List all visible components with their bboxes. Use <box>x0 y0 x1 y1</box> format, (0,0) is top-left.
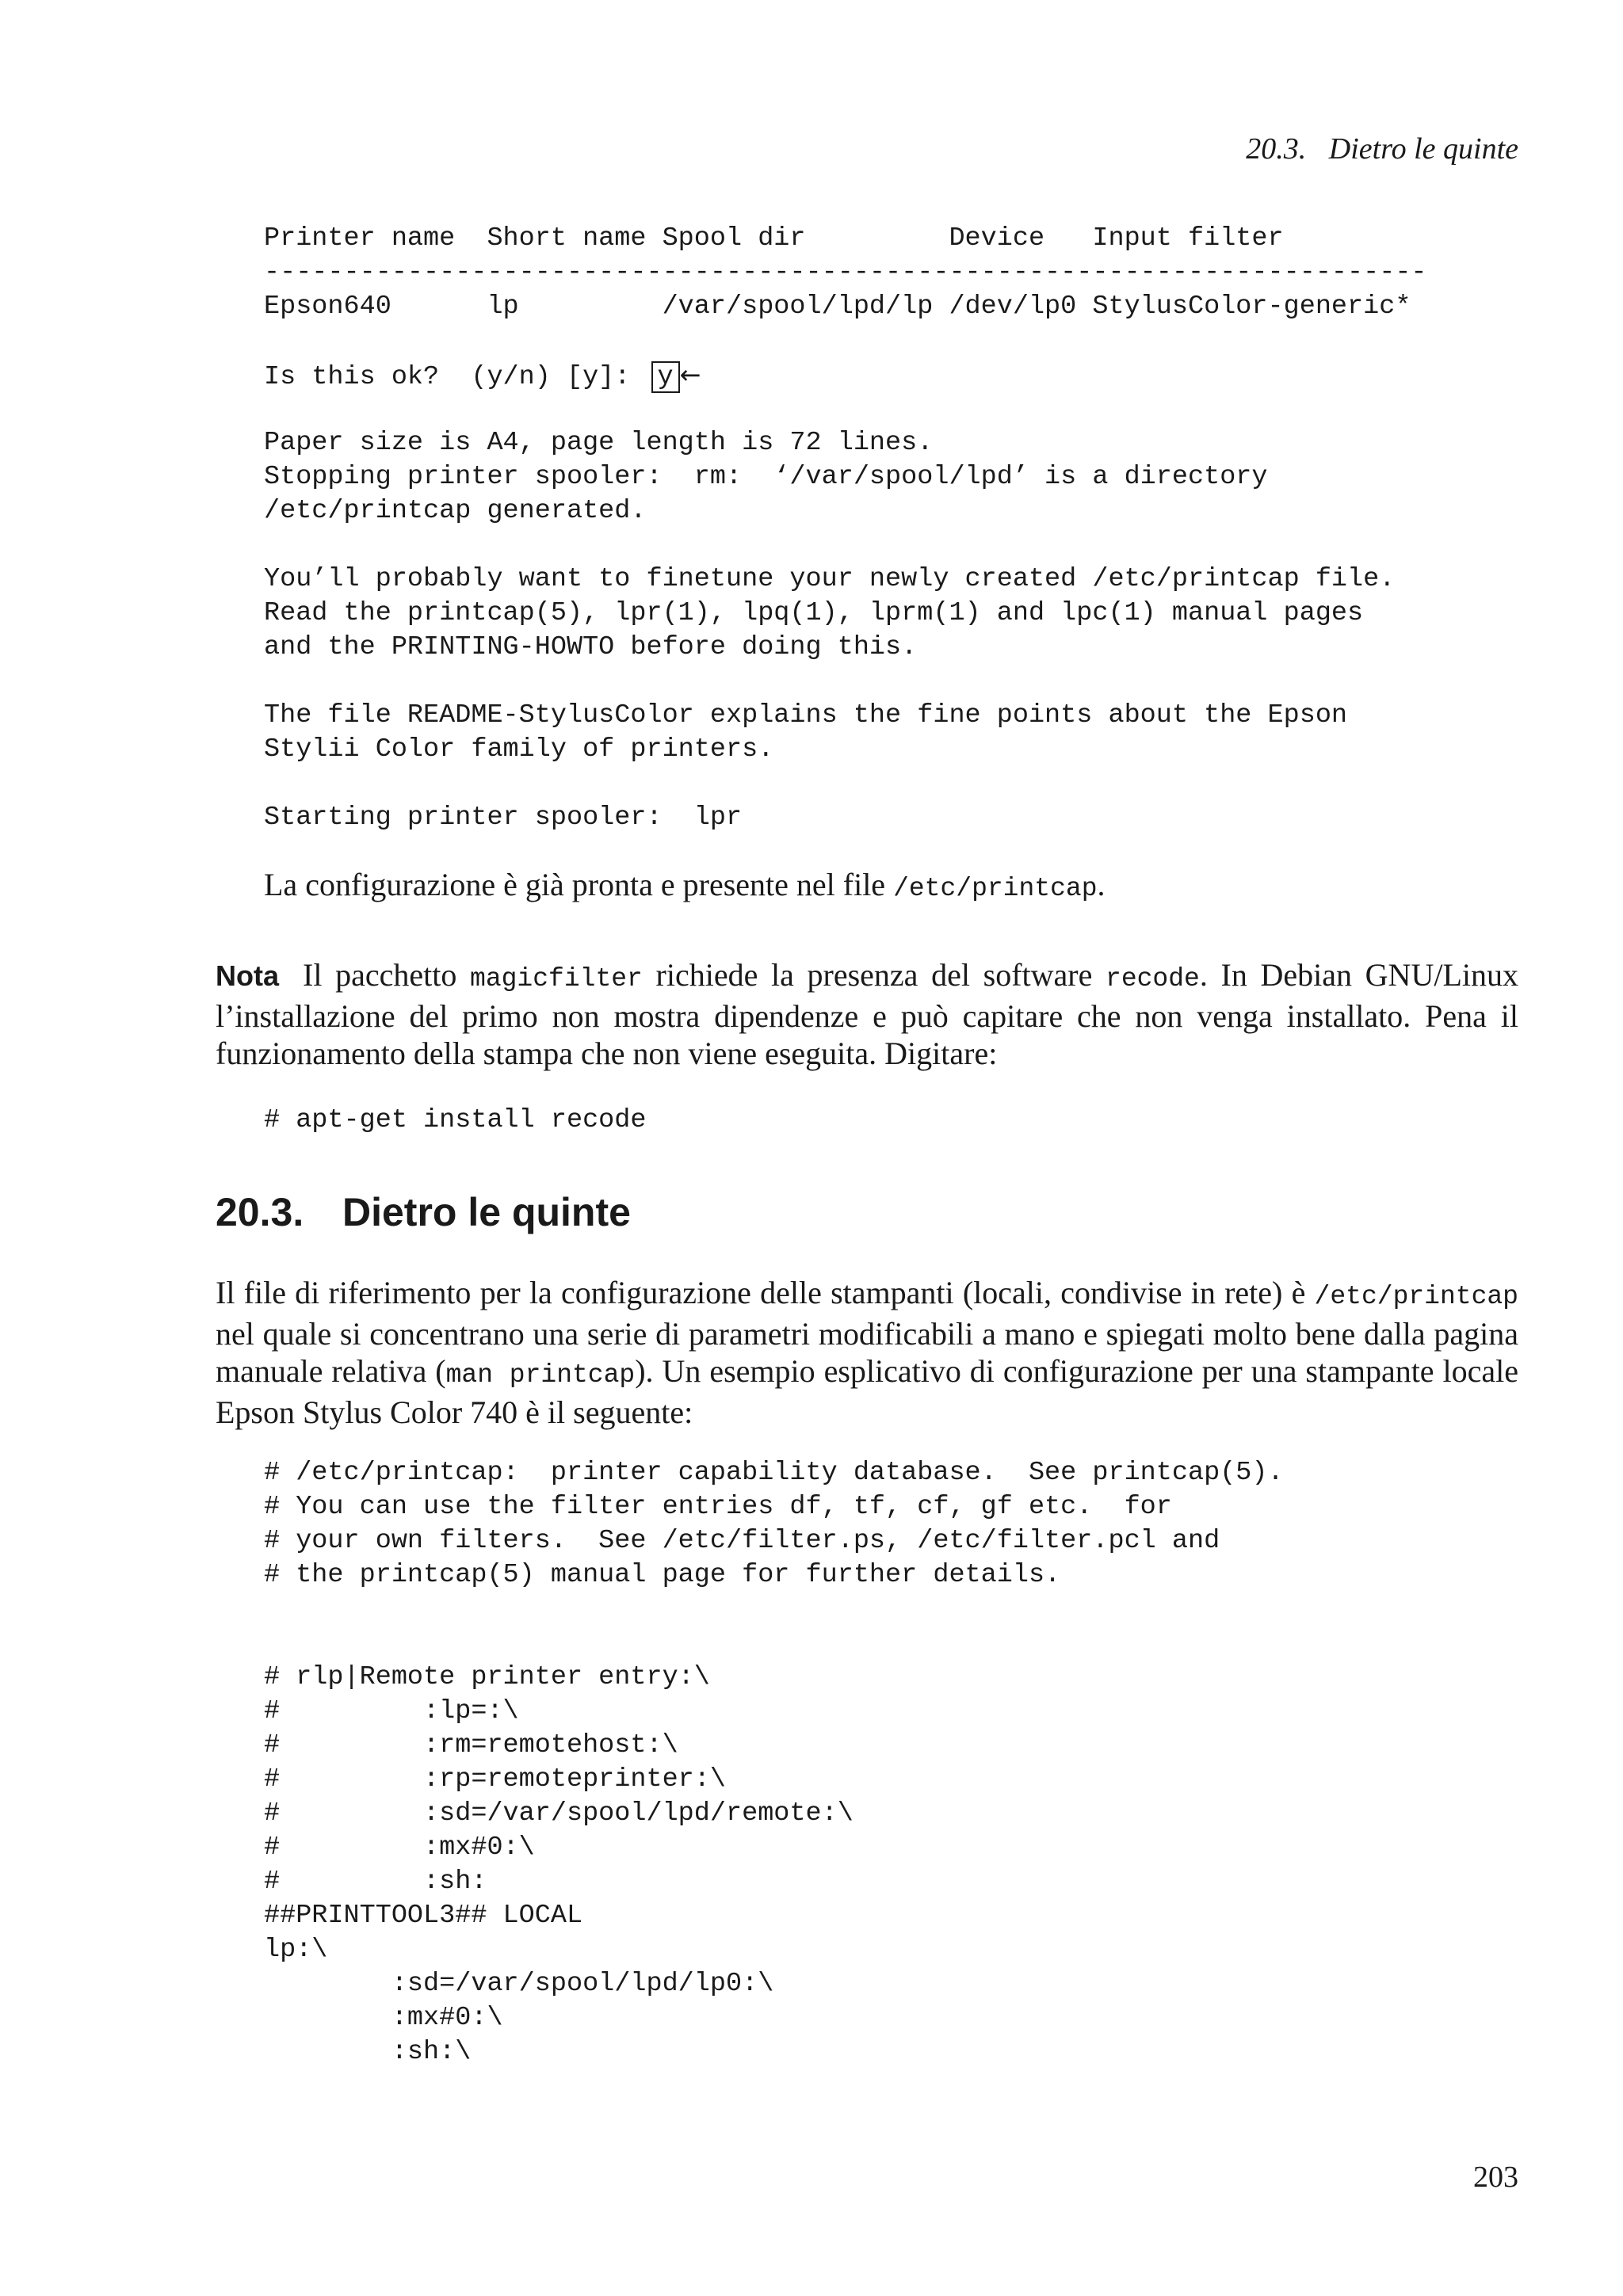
note-paragraph: Nota Il pacchetto magicfilter richiede la presenza del software recode. In Debian GNU/Linux l’installazione del primo non mostra dipendenze e può capitare che non venga installato. Pena il funzionamento della stampa che non viene eseguita. Digitare: <box>216 957 1518 1071</box>
code-line: You’ll probably want to finetune your newly created /etc/printcap file. <box>264 564 1396 594</box>
section-heading <box>216 1188 631 1236</box>
note-label: Nota <box>216 959 279 992</box>
output-block-starting <box>264 801 742 835</box>
printcap-entry-line: :sd=/var/spool/lpd/lp0:\ <box>264 1969 774 1999</box>
section-number: 20.3. <box>216 1190 304 1234</box>
printer-table-rule: ------------------------------------------------------------------------- <box>264 257 1427 288</box>
code-line: and the PRINTING-HOWTO before doing this. <box>264 632 918 662</box>
printcap-entry-line: # :mx#0:\ <box>264 1833 535 1863</box>
man-printcap-command: man printcap <box>445 1360 636 1390</box>
printcap-comment-line: # the printcap(5) manual page for further details. <box>264 1560 1061 1590</box>
left-arrow-icon: ← <box>679 360 701 390</box>
printcap-entry-line: # rlp|Remote printer entry:\ <box>264 1662 710 1692</box>
printcap-entry-line: :sh:\ <box>264 2037 472 2067</box>
printer-table-block <box>264 222 1427 392</box>
printcap-entry-line: # :sh: <box>264 1867 487 1897</box>
printcap-entry-line: ##PRINTTOOL3## LOCAL <box>264 1901 583 1931</box>
package-name-magicfilter: magicfilter <box>470 964 643 994</box>
code-line: Paper size is A4, page length is 72 lines. <box>264 428 934 458</box>
printer-table-row: Epson640 lp /var/spool/lpd/lp /dev/lp0 StylusColor-generic* <box>264 292 1411 322</box>
printcap-entry-line: # :rm=remotehost:\ <box>264 1730 678 1760</box>
output-block-spooler <box>264 426 1268 528</box>
code-line: Stylii Color family of printers. <box>264 734 774 765</box>
printcap-entry-block <box>264 1661 854 2069</box>
confirm-prompt-answer: y <box>651 361 680 393</box>
section-title: Dietro le quinte <box>342 1190 631 1234</box>
output-block-readme <box>264 699 1347 767</box>
install-command: # apt-get install recode <box>264 1105 647 1135</box>
printcap-entry-line: # :lp=:\ <box>264 1696 519 1726</box>
printcap-entry-line: :mx#0:\ <box>264 2003 503 2033</box>
config-file-path: /etc/printcap <box>893 874 1098 903</box>
printcap-comment-block <box>264 1456 1284 1592</box>
code-line: Stopping printer spooler: rm: ‘/var/spool/lpd’ is a directory <box>264 462 1268 492</box>
code-line: /etc/printcap generated. <box>264 496 647 526</box>
running-header: 20.3. Dietro le quinte <box>1246 132 1518 166</box>
confirm-prompt-question: Is this ok? (y/n) [y]: <box>264 362 631 392</box>
intro-paragraph: Il file di riferimento per la configurazione delle stampanti (locali, condivise in rete) è /etc/printcap nel quale si concentrano una serie di parametri modificabili a mano e spiegati molto bene dalla pagina manuale relativa (man printcap). Un esempio esplicativo di configurazione per una stampante locale Epson Stylus Color 740 è il seguente: <box>216 1275 1518 1430</box>
printcap-entry-line: lp:\ <box>264 1935 328 1965</box>
printcap-path: /etc/printcap <box>1314 1282 1518 1311</box>
confirm-prompt-line <box>264 358 1427 392</box>
printcap-entry-line: # :sd=/var/spool/lpd/remote:\ <box>264 1798 854 1829</box>
page-number: 203 <box>1473 2161 1518 2194</box>
config-ready-paragraph: La configurazione è già pronta e presente nel file /etc/printcap. <box>264 867 1106 903</box>
package-name-recode: recode <box>1106 964 1200 994</box>
code-line: Read the printcap(5), lpr(1), lpq(1), lprm(1) and lpc(1) manual pages <box>264 598 1364 628</box>
printer-table-header: Printer name Short name Spool dir Device Input filter <box>264 223 1284 254</box>
printcap-comment-line: # You can use the filter entries df, tf, cf, gf etc. for <box>264 1492 1172 1522</box>
printcap-comment-line: # /etc/printcap: printer capability database. See printcap(5). <box>264 1458 1284 1488</box>
code-line: The file README-StylusColor explains the fine points about the Epson <box>264 700 1348 730</box>
output-block-finetune <box>264 563 1395 665</box>
printcap-entry-line: # :rp=remoteprinter:\ <box>264 1764 726 1794</box>
code-line: Starting printer spooler: lpr <box>264 803 743 833</box>
printcap-comment-line: # your own filters. See /etc/filter.ps, /etc/filter.pcl and <box>264 1526 1220 1556</box>
